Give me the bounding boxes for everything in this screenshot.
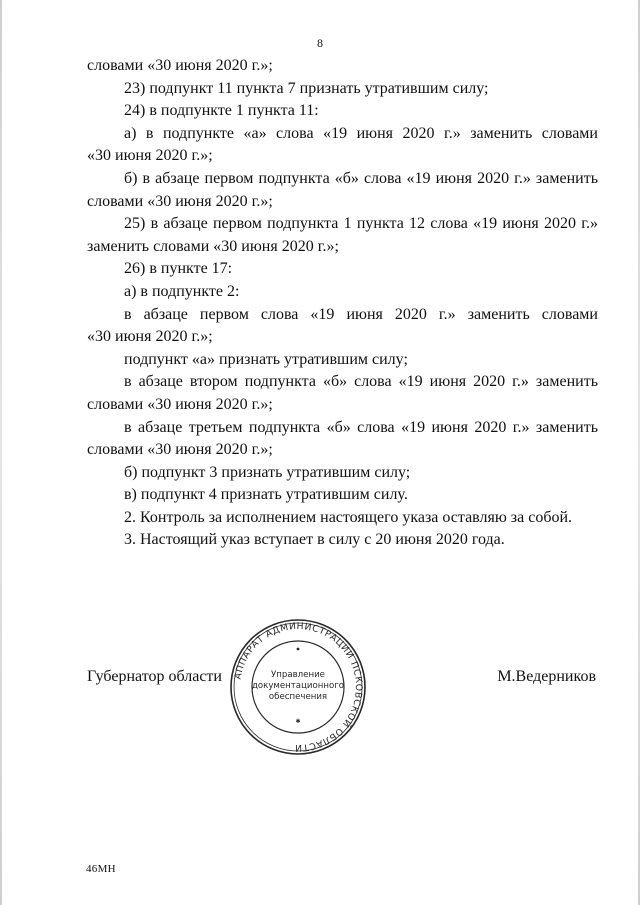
text-line: словами «30 июня 2020 г.»; bbox=[87, 57, 273, 74]
text-line: в абзаце втором подпункта «б» слова «19 июня 2020 г.» заменить bbox=[124, 373, 598, 391]
footer-code: 46МН bbox=[86, 863, 116, 875]
text-line: в абзаце третьем подпункта «б» слова «19 июня 2020 г.» заменить bbox=[124, 418, 598, 436]
text-line: 26) в пункте 17: bbox=[124, 260, 233, 278]
stamp-inner-line: обеспечения bbox=[268, 692, 328, 702]
page-edge-left bbox=[0, 0, 2, 905]
text-line: «30 июня 2020 г.»; bbox=[87, 328, 213, 346]
signature-name: М.Ведерников bbox=[497, 668, 596, 685]
text-line: «30 июня 2020 г.»; bbox=[87, 147, 213, 165]
text-line: б) подпункт 3 признать утратившим силу; bbox=[124, 463, 411, 481]
text-line: б) в абзаце первом подпункта «б» слова «19 июня 2020 г.» заменить bbox=[124, 169, 598, 187]
stamp-inner-line: Управление bbox=[271, 670, 325, 680]
text-line: в абзаце первом слова «19 июня 2020 г.» заменить словами bbox=[124, 305, 598, 323]
text-line: подпункт «а» признать утратившим силу; bbox=[124, 350, 408, 368]
text-line: 3. Настоящий указ вступает в силу с 20 июня 2020 года. bbox=[124, 531, 505, 549]
text-line: 25) в абзаце первом подпункта 1 пункта 12 слова «19 июня 2020 г.» bbox=[124, 215, 598, 233]
text-line: 23) подпункт 11 пункта 7 признать утратившим силу; bbox=[124, 79, 489, 97]
text-line: словами «30 июня 2020 г.»; bbox=[87, 192, 273, 210]
text-line: заменить словами «30 июня 2020 г.»; bbox=[87, 237, 339, 255]
text-line: а) в подпункте 2: bbox=[124, 282, 240, 300]
text-line: в) подпункт 4 признать утратившим силу. bbox=[124, 486, 408, 504]
stamp-inner-line: документационного bbox=[251, 681, 345, 691]
text-line: 2. Контроль за исполнением настоящего указа оставляю за собой. bbox=[124, 508, 573, 526]
stamp-dot bbox=[297, 648, 300, 651]
stamp-outer-text: АППАРАТ АДМИНИСТРАЦИИ ПСКОВСКОЙ ОБЛАСТИ bbox=[232, 620, 365, 754]
text-line: словами «30 июня 2020 г.»; bbox=[87, 395, 273, 413]
official-stamp bbox=[228, 617, 368, 757]
text-line: словами «30 июня 2020 г.»; bbox=[87, 441, 273, 459]
stamp-mark-icon: ✱ bbox=[295, 718, 301, 725]
text-line: 24) в подпункте 1 пункта 11: bbox=[124, 102, 319, 120]
document-body bbox=[87, 55, 598, 552]
page-number: 8 bbox=[317, 36, 323, 50]
signature-title: Губернатор области bbox=[87, 668, 222, 685]
text-line: а) в подпункте «а» слова «19 июня 2020 г.» заменить словами bbox=[124, 124, 598, 142]
